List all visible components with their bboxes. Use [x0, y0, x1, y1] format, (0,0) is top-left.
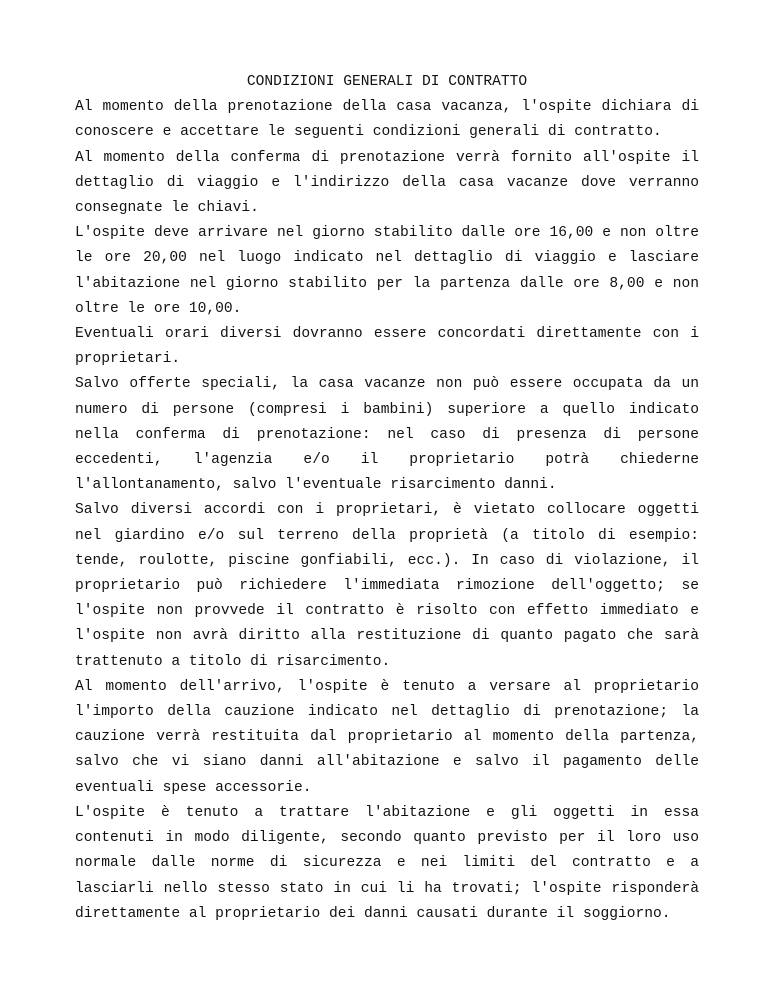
paragraph-different-times: Eventuali orari diversi dovranno essere concordati direttamente con i proprietari.	[75, 326, 699, 368]
paragraph-arrival-departure-times: L'ospite deve arrivare nel giorno stabilito dalle ore 16,00 e non oltre le ore 20,00 nel luogo indicato nel dettaglio di viaggio e lasciare l'abitazione nel giorno stabilito per la partenza dalle ore 8,00 e non oltre le ore 10,00.	[75, 225, 699, 317]
document-page	[75, 70, 699, 927]
paragraph-security-deposit: Al momento dell'arrivo, l'ospite è tenuto a versare al proprietario l'importo della cauzione indicato nel dettaglio di prenotazione; la cauzione verrà restituita dal proprietario al momento della partenza, salvo che vi siano danni all'abitazione e salvo il pagamento delle eventuali spese accessorie.	[75, 678, 699, 796]
paragraph-occupancy-limit: Salvo offerte speciali, la casa vacanze non può essere occupata da un numero di persone (compresi i bambini) superiore a quello indicato nella conferma di prenotazione: nel caso di presenza di persone eccedenti, l'agenzia e/o il proprietario potrà chiederne l'allontanamento, salvo l'eventuale risarcimento danni.	[75, 376, 699, 494]
paragraph-garden-objects: Salvo diversi accordi con i proprietari, è vietato collocare oggetti nel giardino e/o sul terreno della proprietà (a titolo di esempio: tende, roulotte, piscine gonfiabili, ecc.). In caso di violazione, il proprietario può richiedere l'immediata rimozione dell'oggetto; se l'ospite non provvede il contratto è risolto con effetto immediato e l'ospite non avrà diritto alla restituzione di quanto pagato che sarà trattenuto a titolo di risarcimento.	[75, 502, 699, 670]
paragraph-booking-acceptance: Al momento della prenotazione della casa vacanza, l'ospite dichiara di conoscere e accettare le seguenti condizioni generali di contratto.	[75, 99, 699, 141]
document-title: CONDIZIONI GENERALI DI CONTRATTO	[246, 74, 528, 90]
paragraph-care-of-property: L'ospite è tenuto a trattare l'abitazione e gli oggetti in essa contenuti in modo diligente, secondo quanto previsto per il loro uso normale dalle norme di sicurezza e nei limiti del contratto e a lasciarli nello stesso stato in cui li ha trovati; l'ospite risponderà direttamente al proprietario dei danni causati durante il soggiorno.	[75, 804, 699, 922]
paragraph-confirmation-details: Al momento della conferma di prenotazione verrà fornito all'ospite il dettaglio di viaggio e l'indirizzo della casa vacanze dove verranno consegnate le chiavi.	[75, 149, 699, 217]
